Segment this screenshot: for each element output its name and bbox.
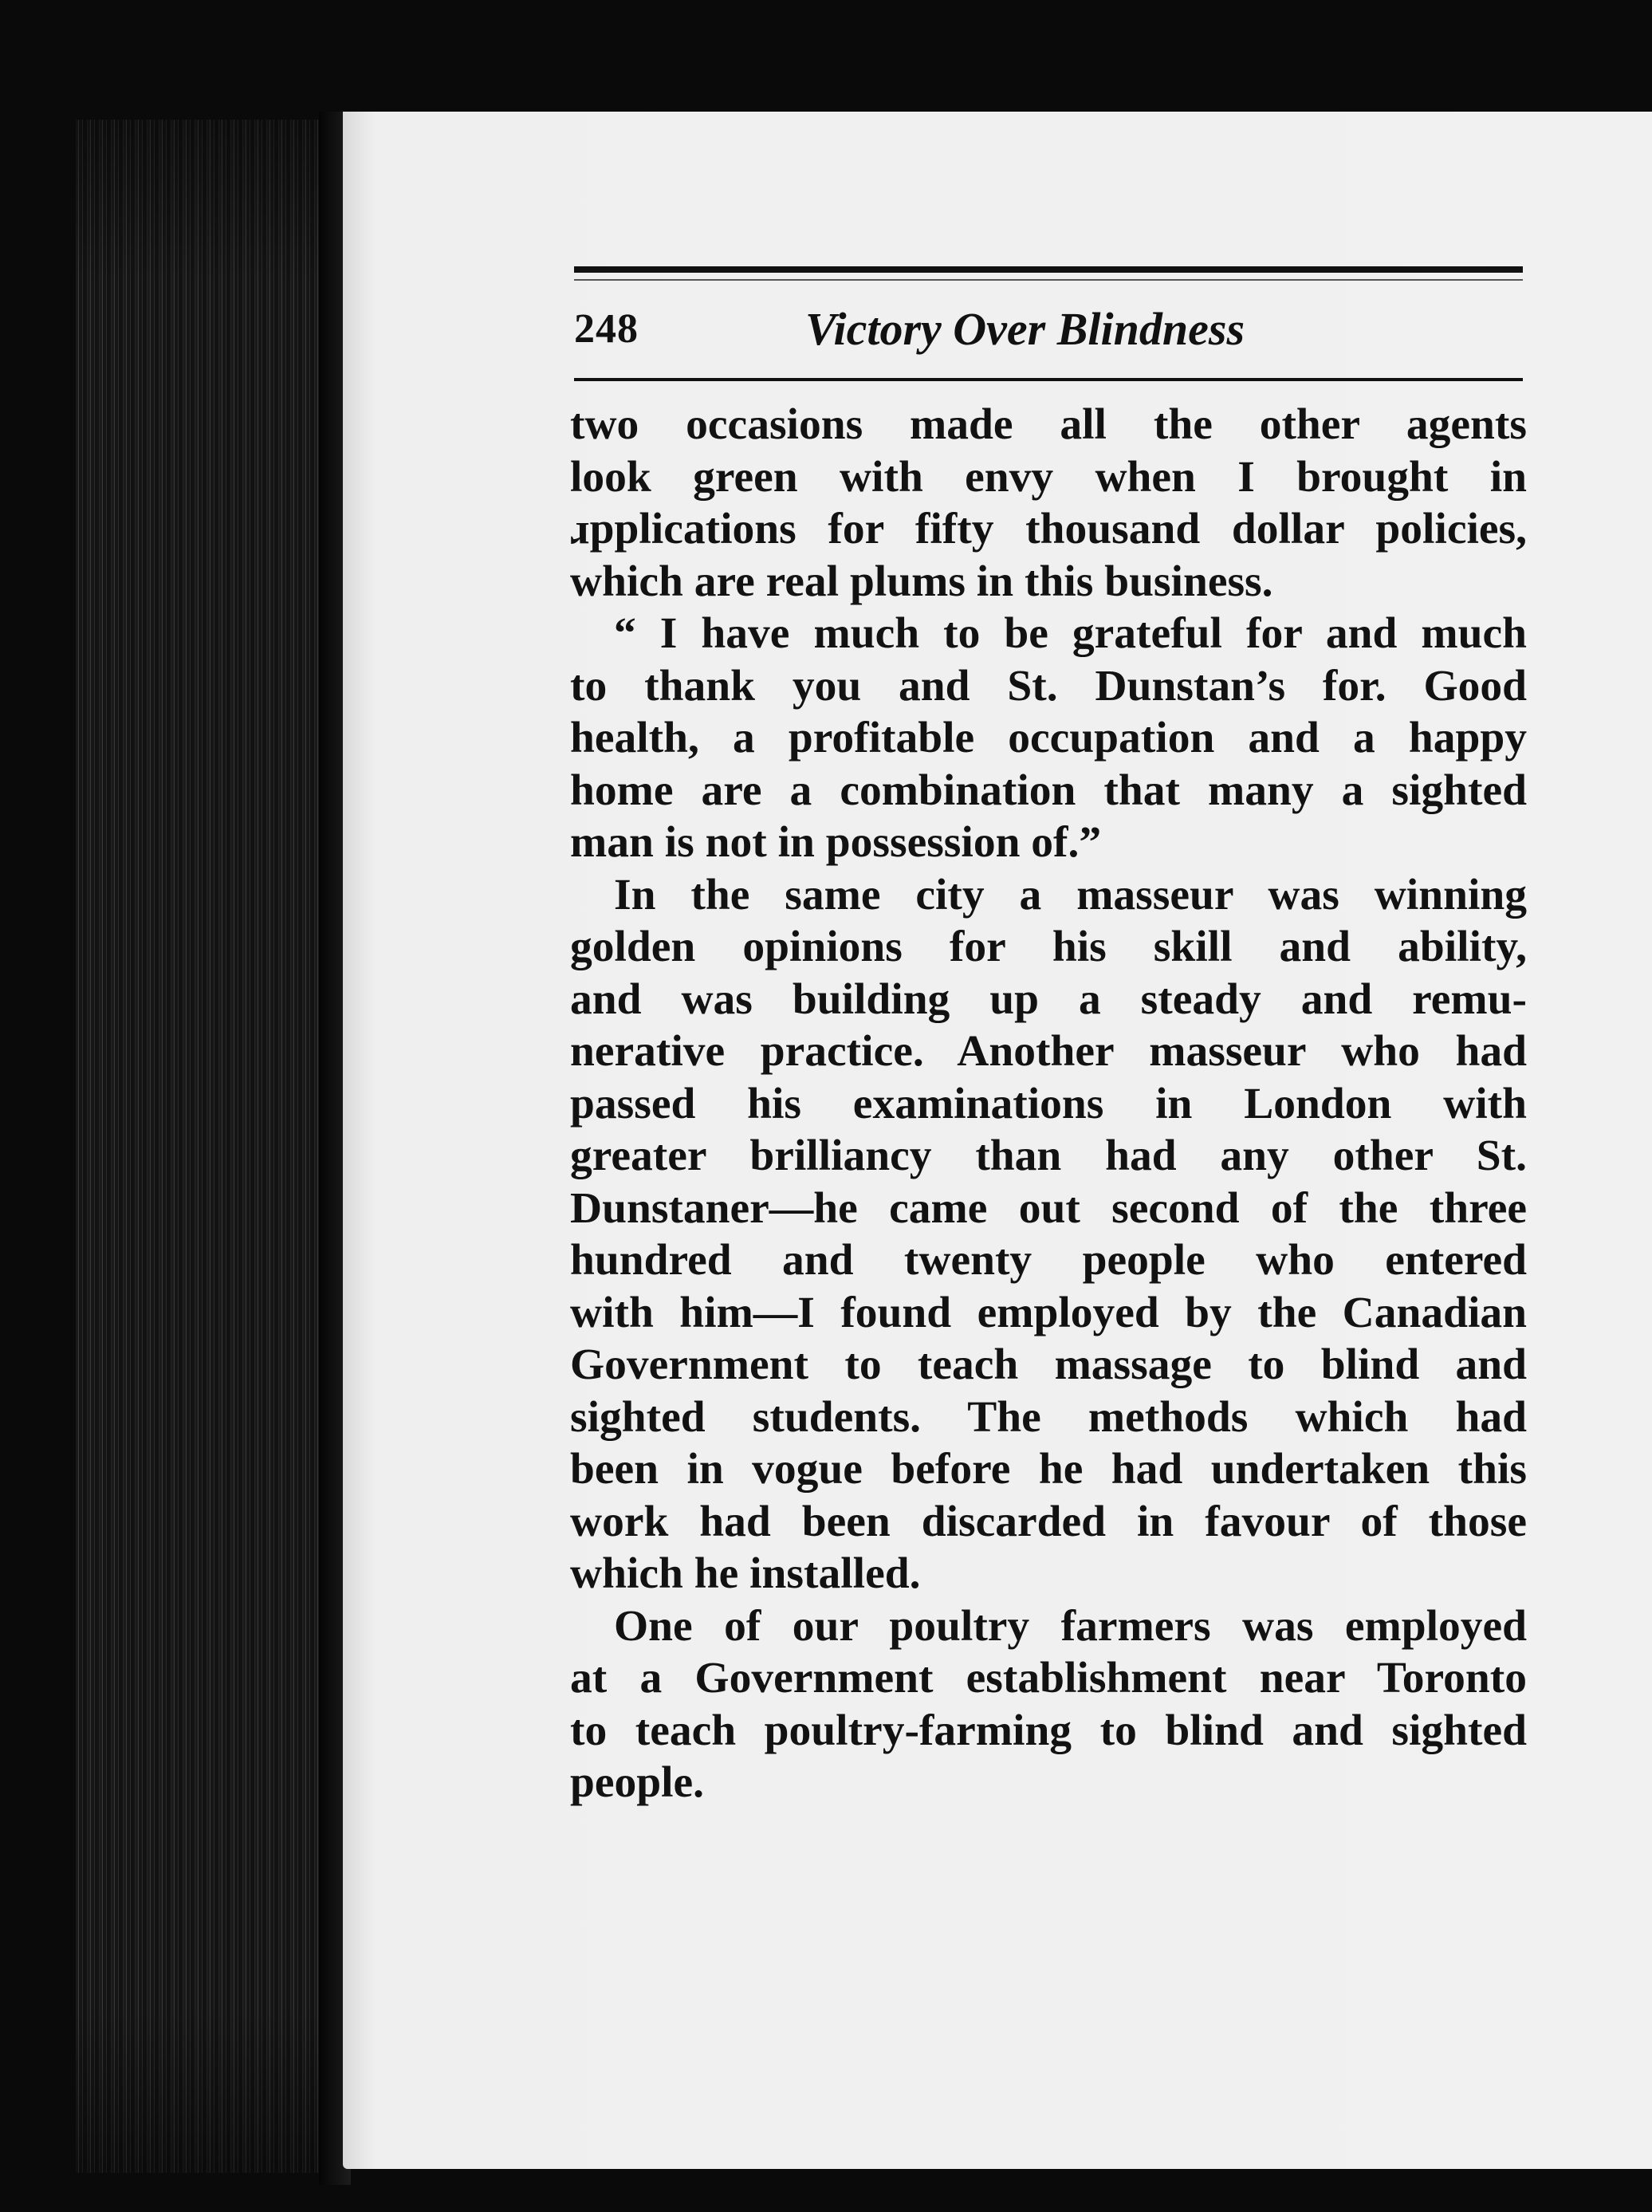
page-number: 248 [574,306,639,352]
body-text [570,399,1527,1809]
text-line: sighted students. The methods which had [570,1392,1527,1442]
text-line: with him—I found employed by the Canadian [570,1288,1527,1337]
text-line: Dunstaner—he came out second of the three [570,1183,1527,1233]
text-line: health, a profitable occupation and a happy [570,714,1527,762]
header-top-rule [574,266,1523,273]
text-line: golden opinions for his skill and ability, [570,923,1527,971]
text-line: and was building up a steady and remu- [570,974,1527,1024]
text-line: home are a combination that many a sighted [570,766,1527,815]
text-line: which he installed. [570,1549,921,1598]
text-line: people. [570,1758,705,1807]
text-line: “ I have much to be grateful for and much [614,609,1527,658]
book-page-edges [76,120,347,2173]
text-line: hundred and twenty people who entered [570,1236,1527,1285]
text-line: Government to teach massage to blind and [570,1340,1527,1389]
text-line: In the same city a masseur was winning [614,870,1527,919]
text-line: which are real plums in this business. [570,557,1273,606]
paragraph [570,1600,1527,1809]
text-line: work had been discarded in favour of those [570,1497,1527,1546]
text-line: been in vogue before he had undertaken this [570,1445,1527,1494]
paragraph [570,399,1527,608]
text-line: at a Government establishment near Toronto [570,1654,1527,1702]
running-head [574,293,1523,365]
text-line: greater brilliancy than had any other St. [570,1132,1527,1180]
text-line: look green with envy when I brought in [570,452,1527,502]
paragraph [570,608,1527,869]
header-top-thin-rule [574,279,1523,281]
text-line: passed his examinations in London with [570,1079,1527,1128]
text-line: ɹpplications for fifty thousand dollar policies, [570,505,1527,553]
text-line: two occasions made all the other agents [570,400,1527,449]
text-line: to thank you and St. Dunstan’s for. Good [570,661,1527,710]
header-bottom-rule [574,378,1523,381]
paragraph [570,869,1527,1600]
text-line: to teach poultry-farming to blind and sighted [570,1706,1527,1755]
text-line: One of our poultry farmers was employed [614,1601,1527,1651]
text-line: nerative practice. Another masseur who had [570,1027,1527,1076]
text-line: man is not in possession of.” [570,818,1102,867]
book-title: Victory Over Blindness [805,303,1245,355]
